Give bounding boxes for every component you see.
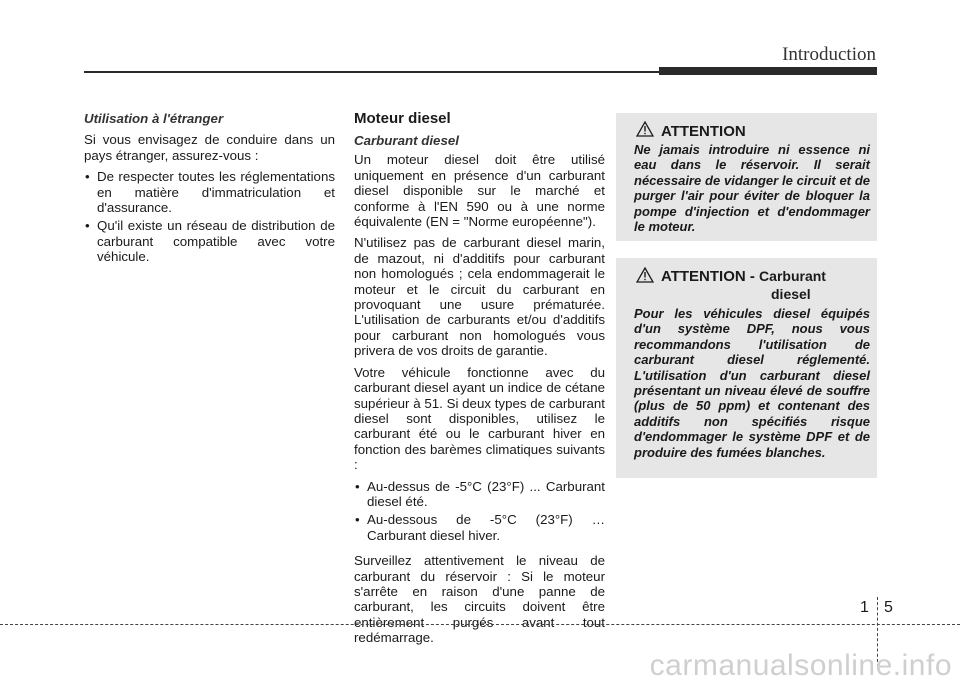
list-item: • Qu'il existe un réseau de distribution de carburant compatible avec votre véhicule.: [84, 218, 335, 264]
section-header-title: Introduction: [782, 44, 876, 65]
list-item: • Au-dessus de -5°C (23°F) ... Carburant diesel été.: [354, 479, 605, 510]
paragraph-diesel-2: N'utilisez pas de carburant diesel marin, de mazout, ni d'additifs pour carburant non homologués ; cela endommagerait le moteur et le circuit du carburant en provoquant une usure prématurée. L'utilisation de carburants et/ou d'additifs pour carburant non homologués vous privera de vos droits de garantie.: [354, 235, 605, 359]
watermark: carmanualsonline.info: [649, 649, 952, 682]
bullet-list-abroad: [84, 169, 335, 264]
list-item: • De respecter toutes les réglementations en matière d'immatriculation et d'assurance.: [84, 169, 335, 215]
chapter-number: 1: [860, 599, 869, 616]
warning-text: Ne jamais introduire ni essence ni eau dans le réservoir. Il serait nécessaire de vidanger le circuit et de purger l'air pour éviter de bloquer la pompe d'injection et d'endommager le moteur.: [634, 142, 870, 235]
warning-title: ATTENTION: [661, 123, 746, 140]
list-item: • Au-dessous de -5°C (23°F) … Carburant diesel hiver.: [354, 512, 605, 543]
header-rule-thin: [84, 71, 659, 73]
paragraph-abroad-intro: Si vous envisagez de conduire dans un pays étranger, assurez-vous :: [84, 132, 335, 163]
warning-title-suffix: Carburant: [759, 268, 826, 284]
paragraph-diesel-3: Votre véhicule fonctionne avec du carburant diesel ayant un indice de cétane supérieur à 51. Si deux types de carburant diesel sont disponibles, utilisez le carburant été ou le carburant hiver en fonction des barèmes climatiques suivants :: [354, 364, 605, 473]
paragraph-diesel-1: Un moteur diesel doit être utilisé uniquement en présence d'un carburant diesel disponible sur le marché et conforme à l'EN 590 ou à une norme équivalente (EN = "Norme européenne").: [354, 152, 605, 230]
section-title-diesel-engine: Moteur diesel: [354, 110, 451, 127]
warning-text: Pour les véhicules diesel équipés d'un système DPF, nous vous recommandons l'utilisation de carburant diesel réglementé. L'utilisation d'un carburant diesel présentant un niveau élevé de souffre (plus de 50 ppm) et contenant des additifs non spécifiés risque d'endommager le système DPF et de produire des fumées blanches.: [634, 306, 870, 460]
warning-triangle-icon: [636, 267, 654, 283]
bullet-list-temperature: [354, 479, 605, 544]
column-middle: [354, 111, 605, 652]
paragraph-diesel-4: Surveillez attentivement le niveau de carburant du réservoir : Si le moteur s'arrête en raison d'une panne de carburant, les circuits doivent être entièrement purgés avant tout redémarrage.: [354, 553, 605, 646]
warning-box-general: [616, 113, 877, 241]
column-left: [84, 111, 335, 271]
warning-title: [661, 268, 826, 285]
warning-box-diesel: [616, 258, 877, 478]
subsection-heading-diesel-fuel: Carburant diesel: [354, 133, 459, 148]
footer-dashed-rule: [0, 624, 960, 625]
subsection-heading-abroad: Utilisation à l'étranger: [84, 111, 224, 126]
warning-title-line2: diesel: [771, 286, 811, 302]
warning-title-main: ATTENTION -: [661, 268, 755, 285]
page-number: 5: [884, 599, 893, 616]
warning-triangle-icon: [636, 121, 654, 137]
header-rule-thick: [659, 67, 877, 75]
